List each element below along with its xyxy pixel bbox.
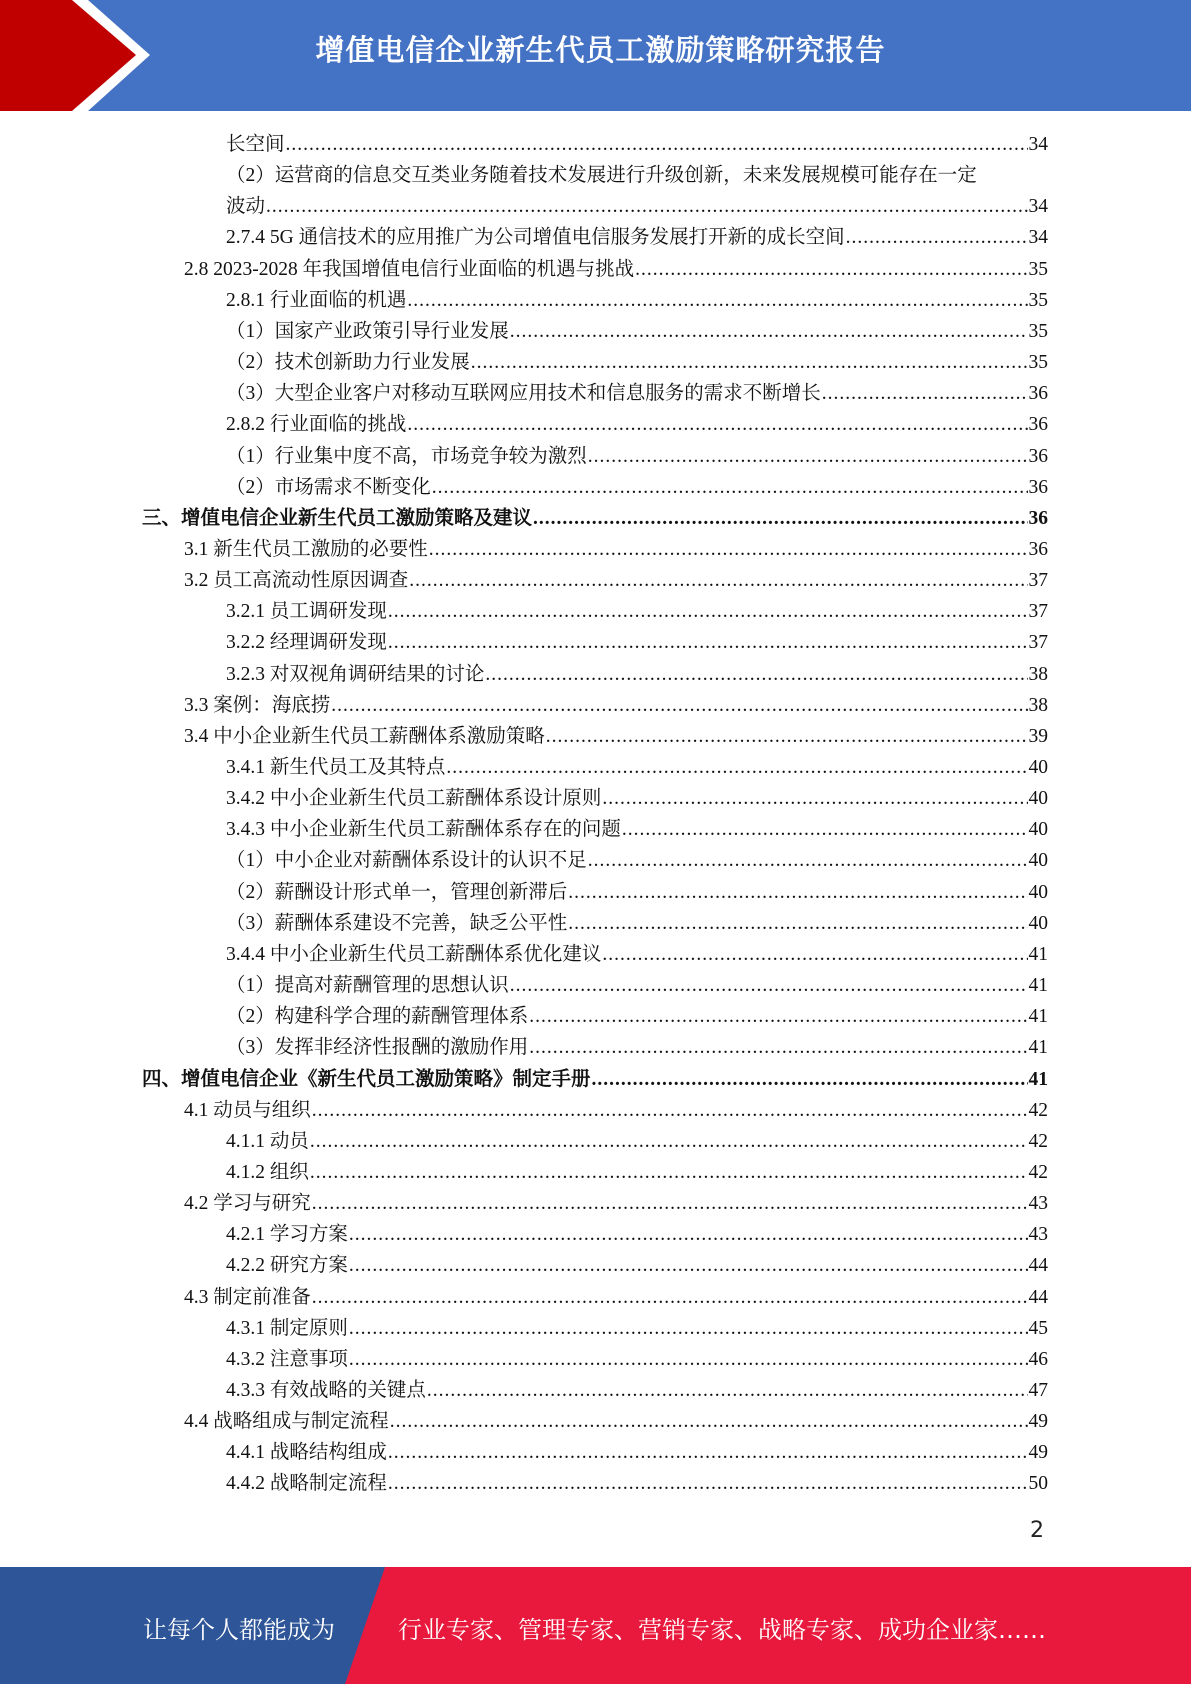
toc-leader-dots [471,351,1028,375]
toc-entry-page: 49 [1028,1442,1048,1464]
toc-entry-title: 4.3.3 有效战略的关键点 [226,1380,426,1401]
toc-entry[interactable] [184,1092,1048,1123]
toc-entry-title: 4.4.2 战略制定流程 [226,1473,387,1495]
toc-leader-dots [349,1348,1028,1372]
toc-entry-page: 41 [1028,1037,1048,1059]
toc-leader-dots [602,787,1027,811]
toc-entry-title: 4.4 战略组成与制定流程 [184,1411,389,1433]
toc-leader-dots [622,818,1028,842]
toc-entry[interactable] [226,1247,1048,1278]
toc-entry-title: 3.1 新生代员工激励的必要性 [184,538,428,560]
toc-leader-dots [409,569,1027,593]
toc-leader-dots [568,881,1027,905]
toc-entry[interactable] [226,157,1048,188]
toc-entry-title: （3）大型企业客户对移动互联网应用技术和信息服务的需求不断增长 [226,383,821,405]
toc-entry-page: 35 [1028,289,1048,311]
toc-entry[interactable] [226,842,1048,873]
footer-slogan-right: 行业专家、管理专家、营销专家、战略专家、成功企业家…… [398,1616,1046,1644]
toc-entry[interactable] [226,126,1048,157]
toc-entry-title: （2）技术创新助力行业发展 [226,352,470,374]
toc-leader-dots [427,1379,1028,1403]
toc-leader-dots [533,507,1027,531]
toc-entry[interactable] [226,1341,1048,1372]
toc-entry-title: 4.3 制定前准备 [184,1286,311,1308]
footer-slogan-left: 让每个人都能成为 [143,1616,335,1644]
toc-entry[interactable] [226,438,1048,469]
toc-entry-page: 43 [1028,1224,1048,1246]
toc-entry[interactable] [226,344,1048,375]
toc-entry[interactable] [226,313,1048,344]
toc-entry[interactable] [184,251,1048,282]
toc-entry-page: 40 [1028,788,1048,810]
toc-leader-dots [312,1099,1028,1123]
toc-leader-dots [266,195,1027,219]
toc-entry-page: 42 [1028,1099,1048,1121]
toc-entry-page: 47 [1028,1380,1048,1401]
toc-entry-title: （2）市场需求不断变化 [226,476,431,498]
toc-entry[interactable] [226,656,1048,687]
toc-entry-page: 40 [1028,850,1048,872]
toc-leader-dots [310,1130,1028,1154]
toc-entry-page: 34 [1028,227,1048,249]
toc-entry-page: 34 [1028,196,1048,218]
toc-entry-page: 35 [1028,258,1048,280]
toc-leader-dots [388,1472,1028,1496]
toc-entry[interactable] [226,1434,1048,1465]
toc-leader-dots [331,694,1027,718]
toc-leader-dots [510,320,1028,344]
toc-leader-dots [588,445,1028,469]
toc-entry-title: 长空间 [226,134,285,155]
toc-entry-title: 2.8 2023-2028 年我国增值电信行业面临的机遇与挑战 [184,258,635,280]
toc-entry-title: 3.3 案例：海底捞 [184,694,331,716]
toc-leader-dots [310,1161,1028,1185]
toc-entry-page: 36 [1028,507,1048,529]
toc-entry-page: 44 [1028,1286,1048,1308]
toc-entry-title: 3.2.2 经理调研发现 [226,632,387,654]
toc-entry-page: 42 [1028,1130,1048,1152]
toc-entry[interactable] [226,375,1048,406]
toc-entry-title: 4.4.1 战略结构组成 [226,1442,387,1464]
toc-leader-dots [407,289,1027,313]
toc-leader-dots [510,974,1028,998]
toc-entry[interactable] [226,1310,1048,1341]
toc-entry[interactable] [226,811,1048,842]
page-header [0,0,1191,111]
toc-entry-page: 44 [1028,1255,1048,1277]
toc-entry[interactable] [226,780,1048,811]
toc-entry[interactable] [226,624,1048,655]
toc-leader-dots [432,476,1028,500]
toc-entry[interactable] [226,874,1048,905]
toc-entry-page: 40 [1028,819,1048,841]
toc-entry-title: （1）中小企业对薪酬体系设计的认识不足 [226,850,587,872]
toc-entry[interactable] [226,1029,1048,1060]
toc-entry[interactable] [226,593,1048,624]
toc-entry[interactable] [226,1123,1048,1154]
toc-entry-title: 4.2 学习与研究 [184,1193,311,1215]
toc-entry-page: 41 [1028,975,1048,997]
toc-entry-page: 34 [1028,134,1048,155]
toc-entry-title: 4.2.1 学习方案 [226,1224,348,1246]
toc-leader-dots [529,1036,1027,1060]
toc-entry-title: 2.8.1 行业面临的机遇 [226,289,407,311]
toc-entry[interactable] [184,1403,1048,1434]
toc-leader-dots [390,1410,1028,1434]
toc-entry-page: 40 [1028,757,1048,778]
toc-entry-title: （2）薪酬设计形式单一，管理创新滞后 [226,881,568,903]
toc-entry-page: 41 [1028,1006,1048,1028]
toc-entry[interactable] [226,469,1048,500]
toc-entry-page: 36 [1028,445,1048,467]
toc-entry-title: 2.7.4 5G 通信技术的应用推广为公司增值电信服务发展打开新的成长空间 [226,227,845,249]
toc-entry-page: 35 [1028,352,1048,374]
toc-leader-dots [407,413,1027,437]
toc-entry[interactable] [142,500,1048,531]
toc-entry-title: 4.1.1 动员 [226,1130,309,1152]
toc-entry[interactable] [226,1216,1048,1247]
toc-leader-dots [446,756,1027,780]
toc-entry-title: 3.2.1 员工调研发现 [226,601,387,623]
toc-entry-page: 38 [1028,663,1048,685]
toc-entry[interactable] [226,1372,1048,1403]
toc-entry-page: 42 [1028,1161,1048,1183]
toc-entry-page: 45 [1028,1317,1048,1339]
toc-leader-dots [588,849,1028,873]
toc-entry-title: （3）薪酬体系建设不完善，缺乏公平性 [226,912,568,934]
toc-leader-dots [349,1254,1028,1278]
toc-entry-page: 37 [1028,570,1048,592]
toc-leader-dots [312,1192,1028,1216]
toc-entry[interactable] [226,188,1048,219]
toc-entry-title: （1）行业集中度不高，市场竞争较为激烈 [226,445,587,467]
toc-entry-title: 2.8.2 行业面临的挑战 [226,414,407,436]
toc-entry-title: （1）提高对薪酬管理的思想认识 [226,975,509,997]
toc-entry-title: 3.2 员工高流动性原因调查 [184,570,409,592]
toc-entry-page: 49 [1028,1411,1048,1433]
toc-entry[interactable] [226,219,1048,250]
toc-leader-dots [429,538,1028,562]
toc-entry-title: 3.4 中小企业新生代员工薪酬体系激励策略 [184,725,545,747]
toc-leader-dots [635,258,1027,282]
toc-entry-title: 3.2.3 对双视角调研结果的讨论 [226,663,485,685]
toc-entry-title: 3.4.3 中小企业新生代员工薪酬体系存在的问题 [226,819,621,841]
toc-leader-dots [592,1068,1028,1092]
toc-leader-dots [602,943,1027,967]
toc-entry-page: 36 [1028,383,1048,405]
toc-entry-page: 50 [1028,1473,1048,1495]
toc-entry[interactable] [184,718,1048,749]
toc-entry[interactable] [226,406,1048,437]
toc-entry-title: （1）国家产业政策引导行业发展 [226,320,509,342]
toc-leader-dots [568,912,1027,936]
toc-entry-title: （2）构建科学合理的薪酬管理体系 [226,1006,529,1028]
toc-leader-dots [822,382,1028,406]
toc-entry-page: 43 [1028,1193,1048,1215]
toc-entry-page: 41 [1028,1068,1048,1090]
toc-leader-dots [846,226,1028,250]
page-number: 2 [1030,1518,1044,1543]
toc-entry-title: 四、增值电信企业《新生代员工激励策略》制定手册 [142,1068,591,1090]
toc-leader-dots [529,1005,1027,1029]
toc-entry-title: 3.4.4 中小企业新生代员工薪酬体系优化建议 [226,943,602,965]
toc-entry-page: 38 [1028,694,1048,716]
toc-entry[interactable] [226,936,1048,967]
toc-leader-dots [388,631,1028,655]
toc-leader-dots [546,725,1028,749]
toc-entry-page: 39 [1028,725,1048,747]
toc-entry[interactable] [226,282,1048,313]
toc-entry[interactable] [184,1185,1048,1216]
toc-entry[interactable] [184,1279,1048,1310]
toc-entry[interactable] [226,905,1048,936]
toc-leader-dots [349,1317,1028,1341]
toc-entry-title: 4.2.2 研究方案 [226,1255,348,1277]
report-title: 增值电信企业新生代员工激励策略研究报告 [315,33,886,67]
toc-entry-title: 4.3.2 注意事项 [226,1348,348,1370]
toc-entry-page: 46 [1028,1348,1048,1370]
toc-entry-title: （2）运营商的信息交互类业务随着技术发展进行升级创新，未来发展规模可能存在一定 [226,165,977,187]
toc-leader-dots [312,1286,1028,1310]
toc-leader-dots [349,1223,1028,1247]
toc-entry-title: 4.3.1 制定原则 [226,1317,348,1339]
toc-entry-page: 36 [1028,538,1048,560]
toc-entry-title: 4.1.2 组织 [226,1161,309,1183]
toc-entry-title: 3.4.2 中小企业新生代员工薪酬体系设计原则 [226,788,602,810]
toc-entry-page: 36 [1028,414,1048,436]
toc-entry[interactable] [184,687,1048,718]
toc-entry-title: 4.1 动员与组织 [184,1099,311,1121]
toc-entry-page: 35 [1028,320,1048,342]
toc-leader-dots [388,1441,1028,1465]
toc-entry[interactable] [226,749,1048,780]
toc-entry-page: 37 [1028,601,1048,623]
toc-entry[interactable] [184,531,1048,562]
toc-entry-page: 37 [1028,632,1048,654]
toc-entry-title: 3.4.1 新生代员工及其特点 [226,757,446,778]
toc-entry-page: 41 [1028,943,1048,965]
toc-leader-dots [388,600,1028,624]
toc-entry[interactable] [142,1061,1048,1092]
toc-entry[interactable] [226,998,1048,1029]
toc-entry[interactable] [184,562,1048,593]
toc-entry[interactable] [226,1465,1048,1496]
toc-entry[interactable] [226,967,1048,998]
toc-entry[interactable] [226,1154,1048,1185]
toc-leader-dots [485,663,1027,687]
toc-entry-page: 36 [1028,476,1048,498]
toc-entry-title: 三、增值电信企业新生代员工激励策略及建议 [142,507,533,529]
toc-leader-dots [286,133,1028,157]
toc-entry-page: 40 [1028,881,1048,903]
toc-entry-title: 波动 [226,196,266,218]
toc-entry-title: （3）发挥非经济性报酬的激励作用 [226,1037,529,1059]
toc-entry-page: 40 [1028,912,1048,934]
